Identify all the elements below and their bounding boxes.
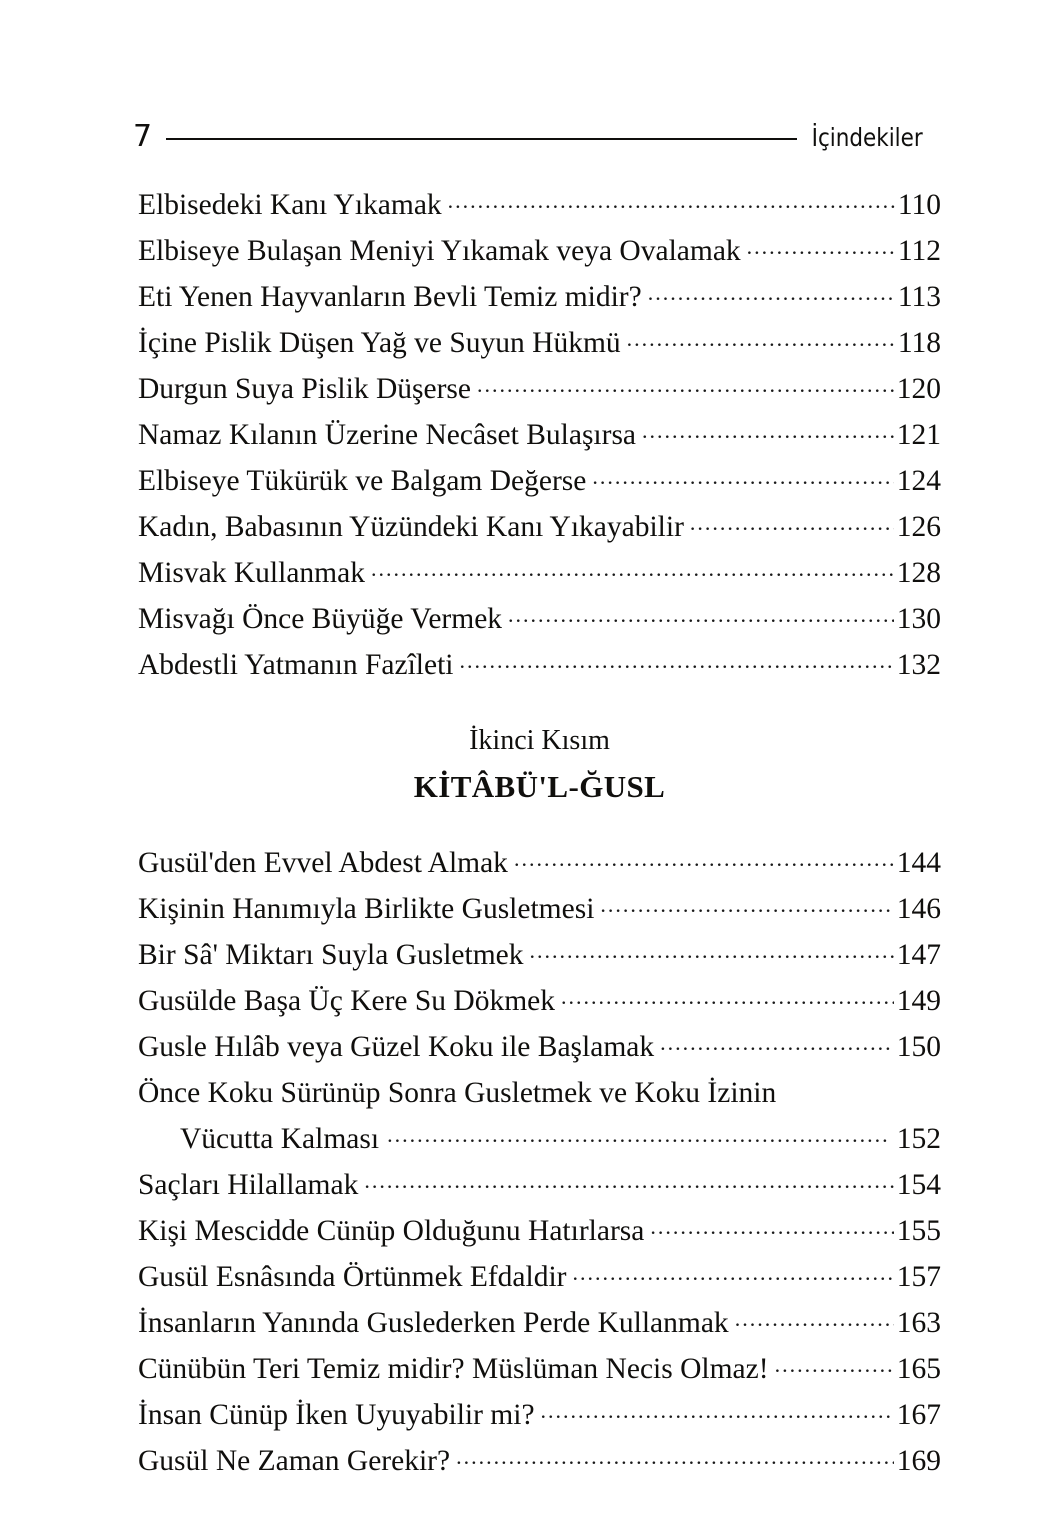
toc-dot-leader: [508, 599, 894, 629]
toc-entry-label: Kadın, Babasının Yüzündeki Kanı Yıkayabilir: [138, 511, 684, 543]
toc-dot-leader: [648, 277, 895, 307]
toc-entry[interactable]: [138, 412, 941, 458]
toc-entry-page-number: 126: [896, 511, 941, 543]
page-folio-number: 7: [133, 119, 153, 154]
toc-entry[interactable]: [138, 1300, 941, 1346]
toc-entry-page-number: 165: [896, 1353, 941, 1385]
toc-entry-label: İnsanların Yanında Guslederken Perde Kullanmak: [138, 1307, 729, 1339]
toc-entry[interactable]: [138, 978, 941, 1024]
toc-entry-label: Gusül'den Evvel Abdest Almak: [138, 847, 508, 879]
toc-entry-page-number: 146: [896, 893, 941, 925]
toc-entry[interactable]: [138, 840, 941, 886]
toc-entry[interactable]: [138, 458, 941, 504]
toc-entry-label: Abdestli Yatmanın Fazîleti: [138, 649, 454, 681]
toc-entry-label: Misvak Kullanmak: [138, 557, 365, 589]
toc-dot-leader: [561, 981, 894, 1011]
heading-spacer-top: [138, 688, 941, 718]
toc-entry-label: Gusül Esnâsında Örtünmek Efdaldir: [138, 1261, 567, 1293]
toc-dot-leader: [600, 889, 893, 919]
toc-entry[interactable]: [138, 1254, 941, 1300]
toc-dot-leader: [530, 935, 894, 965]
toc-dot-leader: [448, 185, 895, 215]
toc-group-after-part: [138, 840, 941, 1484]
part-number-label: İkinci Kısım: [469, 725, 610, 756]
toc-entry[interactable]: [138, 886, 941, 932]
toc-entry-page-number: 121: [896, 419, 941, 451]
toc-dot-leader: [364, 1165, 893, 1195]
toc-entry-label: Elbisedeki Kanı Yıkamak: [138, 189, 442, 221]
toc-entry[interactable]: [138, 1438, 941, 1484]
toc-dot-leader: [660, 1027, 894, 1057]
toc-entry-page-number: 113: [897, 281, 941, 313]
toc-entry[interactable]: [138, 182, 941, 228]
toc-entry[interactable]: [138, 932, 941, 978]
toc-dot-leader: [387, 1119, 891, 1149]
toc-dot-leader: [592, 461, 893, 491]
toc-entry-page-number: 149: [896, 985, 941, 1017]
toc-dot-leader: [541, 1395, 894, 1425]
toc-entry-label: Kişinin Hanımıyla Birlikte Gusletmesi: [138, 893, 595, 925]
toc-entry[interactable]: [138, 366, 941, 412]
toc-dot-leader: [456, 1441, 894, 1471]
toc-entry-label: Gusle Hılâb veya Güzel Koku ile Başlamak: [138, 1031, 655, 1063]
toc-entry-label-continued: Vücutta Kalması: [180, 1123, 380, 1155]
toc-entry-page-number: 144: [896, 847, 941, 879]
toc-entry[interactable]: [138, 550, 941, 596]
toc-entry-label: Namaz Kılanın Üzerine Necâset Bulaşırsa: [138, 419, 637, 451]
toc-entry-page-number: 152: [896, 1123, 941, 1155]
toc-entry-label: İnsan Cünüp İken Uyuyabilir mi?: [138, 1399, 535, 1431]
heading-spacer-bottom: [138, 810, 941, 840]
toc-entry[interactable]: [138, 1162, 941, 1208]
toc-entry-page-number: 124: [896, 465, 941, 497]
toc-entry[interactable]: [138, 596, 941, 642]
toc-dot-leader: [735, 1303, 894, 1333]
toc-entry-page-number: 128: [896, 557, 941, 589]
toc-entry-label: Misvağı Önce Büyüğe Vermek: [138, 603, 503, 635]
toc-dot-leader: [642, 415, 894, 445]
toc-entry-label: Cünübün Teri Temiz midir? Müslüman Necis Olmaz!: [138, 1353, 769, 1385]
toc-entry[interactable]: [138, 228, 941, 274]
toc-entry[interactable]: [138, 1392, 941, 1438]
toc-entry[interactable]: [138, 274, 941, 320]
toc-dot-leader: [627, 323, 895, 353]
toc-entry[interactable]: [138, 504, 941, 550]
toc-entry-label: İçine Pislik Düşen Yağ ve Suyun Hükmü: [138, 327, 621, 359]
toc-dot-leader: [650, 1211, 893, 1241]
toc-entry-page-number: 130: [896, 603, 941, 635]
header-section-title: İçindekiler: [811, 122, 923, 152]
toc-entry-label: Gusül Ne Zaman Gerekir?: [138, 1445, 451, 1477]
toc-entry-label: Gusülde Başa Üç Kere Su Dökmek: [138, 985, 556, 1017]
toc-entry-page-number: 154: [896, 1169, 941, 1201]
toc-dot-leader: [690, 507, 894, 537]
toc-entry[interactable]: [138, 1346, 941, 1392]
toc-entry-label: Eti Yenen Hayvanların Bevli Temiz midir?: [138, 281, 642, 313]
toc-entry-page-number: 157: [896, 1261, 941, 1293]
toc-dot-leader: [514, 843, 894, 873]
toc-entry-label: Saçları Hilallamak: [138, 1169, 359, 1201]
toc-entry-label: Durgun Suya Pislik Düşerse: [138, 373, 471, 405]
toc-group-before-part: [138, 182, 941, 688]
toc-entry-page-number: 147: [896, 939, 941, 971]
toc-entry[interactable]: [138, 642, 941, 688]
toc-dot-leader: [775, 1349, 894, 1379]
toc-entry[interactable]: [138, 320, 941, 366]
toc-entry-label: Elbiseye Tükürük ve Balgam Değerse: [138, 465, 587, 497]
toc-entry-page-number: 163: [896, 1307, 941, 1339]
toc-entry[interactable]: [138, 1024, 941, 1070]
part-title-label: KİTÂBÜ'L-ĞUSL: [413, 769, 666, 804]
toc-entry-page-number: 132: [896, 649, 941, 681]
toc-dot-leader: [459, 645, 893, 675]
header-divider-rule: [166, 138, 797, 140]
toc-entry-page-number: 167: [896, 1399, 941, 1431]
table-of-contents: [138, 182, 941, 1484]
toc-entry-page-number: 112: [897, 235, 941, 267]
toc-entry[interactable]: [138, 1070, 941, 1162]
toc-entry-page-number: 120: [896, 373, 941, 405]
toc-dot-leader: [371, 553, 894, 583]
toc-entry-label: Elbiseye Bulaşan Meniyi Yıkamak veya Ovalamak: [138, 235, 741, 267]
toc-entry[interactable]: [138, 1208, 941, 1254]
toc-entry-page-number: 150: [896, 1031, 941, 1063]
part-heading: [138, 718, 941, 810]
toc-entry-continuation: [138, 1116, 941, 1162]
toc-dot-leader: [747, 231, 895, 261]
toc-dot-leader: [573, 1257, 894, 1287]
toc-entry-label: Kişi Mescidde Cünüp Olduğunu Hatırlarsa: [138, 1215, 645, 1247]
toc-entry-page-number: 155: [896, 1215, 941, 1247]
toc-dot-leader: [477, 369, 894, 399]
toc-entry-page-number: 110: [897, 189, 941, 221]
toc-entry-label: Önce Koku Sürünüp Sonra Gusletmek ve Koku İzinin: [138, 1077, 777, 1109]
toc-entry-label: Bir Sâ' Miktarı Suyla Gusletmek: [138, 939, 524, 971]
toc-entry-page-number: 118: [897, 327, 941, 359]
running-header: [133, 118, 943, 158]
toc-entry-page-number: 169: [896, 1445, 941, 1477]
